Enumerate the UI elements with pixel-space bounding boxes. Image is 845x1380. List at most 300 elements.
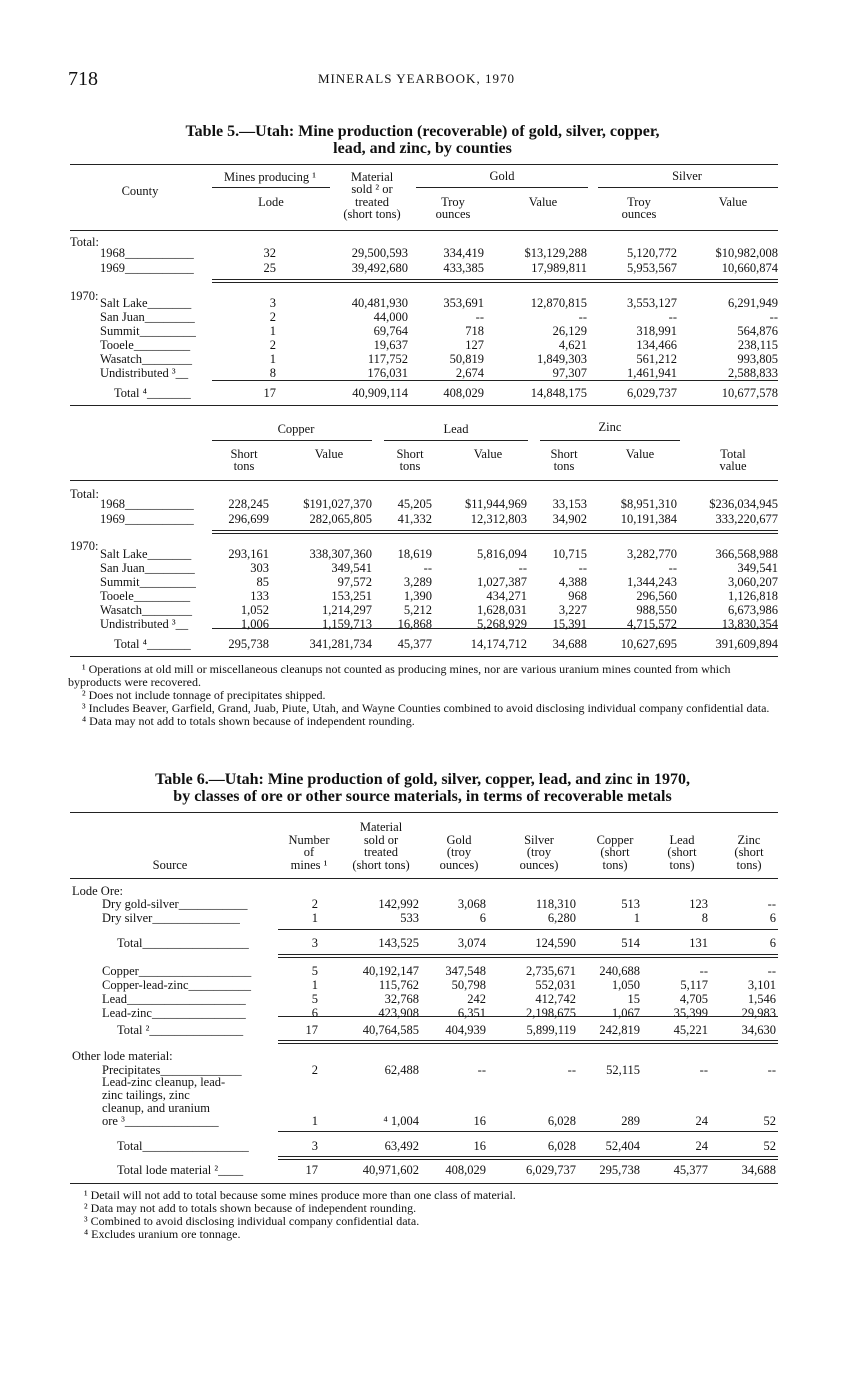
- table-cell: 3,553,127: [627, 296, 677, 310]
- table-cell: 334,419: [443, 246, 484, 260]
- row-label: 1968___________: [100, 497, 194, 511]
- table-cell: 50,798: [451, 978, 486, 992]
- table-cell: 34,902: [552, 512, 587, 526]
- table-cell: 3: [311, 1139, 318, 1153]
- table-cell: 4,705: [679, 992, 708, 1006]
- table-cell: 1,126,818: [728, 589, 778, 603]
- page-number: 718: [68, 68, 98, 90]
- header-copper-value: Value: [314, 447, 344, 461]
- table-cell: 2: [269, 338, 276, 352]
- header-silver-3: ounces): [519, 858, 559, 872]
- table-cell: 513: [621, 897, 640, 911]
- table-cell: --: [767, 964, 776, 978]
- table-cell: 3,068: [457, 897, 486, 911]
- row-label: Total ⁴_______: [114, 637, 191, 651]
- table-cell: 12,870,815: [530, 296, 587, 310]
- row-label: Total ⁴_______: [114, 386, 191, 400]
- table-cell: 993,805: [737, 352, 778, 366]
- table-cell: 6,029,737: [627, 386, 677, 400]
- table-cell: 514: [621, 936, 640, 950]
- table-cell: 349,541: [737, 561, 778, 575]
- header-county: County: [121, 184, 159, 198]
- group-other-lode-label: Other lode material:: [72, 1049, 173, 1063]
- header-lead-short-1: Short: [396, 447, 424, 461]
- table-cell: 15,391: [552, 617, 587, 631]
- table-cell: 52: [763, 1114, 776, 1128]
- table-cell: 1,050: [611, 978, 640, 992]
- table-cell: 238,115: [737, 338, 778, 352]
- rule: [70, 812, 778, 813]
- rule: [70, 1183, 778, 1184]
- table-cell: 2: [311, 897, 318, 911]
- rule: [212, 282, 778, 283]
- table-cell: 5,899,119: [526, 1023, 576, 1037]
- header-material-2: sold or: [363, 833, 399, 847]
- table-cell: 34,688: [741, 1163, 776, 1177]
- table-cell: 408,029: [445, 1163, 486, 1177]
- table-cell: 2: [269, 310, 276, 324]
- table-cell: 63,492: [384, 1139, 419, 1153]
- table-cell: 1: [311, 978, 318, 992]
- rule: [212, 279, 778, 280]
- table5-caption-line2: lead, and zinc, by counties: [333, 140, 512, 157]
- header-material-4: (short tons): [343, 207, 401, 221]
- table-cell: 6,351: [457, 1006, 486, 1020]
- rule: [212, 187, 330, 188]
- table-cell: 97,307: [552, 366, 587, 380]
- row-label: Dry gold-silver___________: [102, 897, 248, 911]
- header-copper: Copper: [277, 422, 315, 436]
- header-silver-2: (troy: [526, 845, 552, 859]
- table-cell: 143,525: [378, 936, 419, 950]
- header-zinc-short-2: tons: [553, 459, 575, 473]
- rule: [70, 164, 778, 165]
- row-label: Salt Lake_______: [100, 547, 192, 561]
- table-cell: 1,849,303: [537, 352, 587, 366]
- table-cell: 153,251: [331, 589, 372, 603]
- table-cell: 1,159,713: [322, 617, 372, 631]
- table-cell: 6,028: [547, 1139, 576, 1153]
- table-cell: 29,983: [741, 1006, 776, 1020]
- table-cell: 5,117: [680, 978, 708, 992]
- table-cell: 3: [269, 296, 276, 310]
- row-label: 1968___________: [100, 246, 194, 260]
- table-cell: 29,500,593: [351, 246, 408, 260]
- header-gold-troy-1: Troy: [441, 195, 465, 209]
- table-cell: 718: [465, 324, 484, 338]
- table-cell: 19,637: [373, 338, 408, 352]
- table-cell: 434,271: [486, 589, 527, 603]
- header-zinc-3: tons): [736, 858, 762, 872]
- table-cell: 52,404: [605, 1139, 640, 1153]
- rule: [212, 440, 372, 441]
- table-cell: 3,227: [558, 603, 587, 617]
- table6-caption: [0, 771, 845, 805]
- table-cell: 1: [311, 911, 318, 925]
- group-1970-label: 1970:: [70, 539, 99, 553]
- table-cell: 34,630: [741, 1023, 776, 1037]
- table-cell: 366,568,988: [715, 547, 778, 561]
- header-material-1: Material: [350, 170, 394, 184]
- table-cell: 1,628,031: [477, 603, 527, 617]
- table-cell: $8,951,310: [620, 497, 677, 511]
- row-label: San Juan________: [100, 561, 195, 575]
- table-cell: 13,830,354: [721, 617, 778, 631]
- rule: [416, 187, 588, 188]
- header-number-3: mines ¹: [290, 858, 328, 872]
- table-cell: 5,120,772: [627, 246, 677, 260]
- table-cell: 242,819: [599, 1023, 640, 1037]
- table-cell: 10,191,384: [620, 512, 677, 526]
- row-label: 1969___________: [100, 512, 194, 526]
- header-zinc: Zinc: [598, 420, 622, 434]
- table-cell: 10,660,874: [721, 261, 778, 275]
- table-cell: 34,688: [552, 637, 587, 651]
- rule: [70, 878, 778, 879]
- table-cell: 123: [689, 897, 708, 911]
- table-cell: 968: [568, 589, 587, 603]
- table-cell: 303: [250, 561, 269, 575]
- table5-footnote: ³ Includes Beaver, Garfield, Grand, Juab, Piute, Utah, and Wayne Counties combined to avoid disclosing individual company confidential data.: [82, 701, 770, 715]
- table-cell: 134,466: [636, 338, 677, 352]
- table-cell: 35,399: [673, 1006, 708, 1020]
- table-cell: 115,762: [378, 978, 419, 992]
- table-cell: 3,074: [457, 936, 486, 950]
- table-cell: 124,590: [535, 936, 576, 950]
- table-cell: 3,282,770: [627, 547, 677, 561]
- table-cell: 117,752: [367, 352, 408, 366]
- rule: [70, 480, 778, 481]
- table-cell: 347,548: [445, 964, 486, 978]
- table-cell: 5,212: [403, 603, 432, 617]
- table-cell: 97,572: [337, 575, 372, 589]
- header-gold-1: Gold: [446, 833, 472, 847]
- table-cell: --: [578, 561, 587, 575]
- table-cell: --: [518, 561, 527, 575]
- table-cell: 176,031: [367, 366, 408, 380]
- row-label: Salt Lake_______: [100, 296, 192, 310]
- table-cell: 17: [305, 1023, 318, 1037]
- table-cell: 26,129: [552, 324, 587, 338]
- table-cell: --: [477, 1063, 486, 1077]
- table-cell: 52: [763, 1139, 776, 1153]
- header-zinc-1: Zinc: [737, 833, 761, 847]
- row-label: Copper__________________: [102, 964, 252, 978]
- table-cell: 1,390: [403, 589, 432, 603]
- table5-footnote: ² Does not include tonnage of precipitates shipped.: [82, 688, 326, 702]
- group-total-label: Total:: [70, 235, 99, 249]
- table-cell: 295,738: [599, 1163, 640, 1177]
- table-cell: 423,908: [378, 1006, 419, 1020]
- table-cell: 52,115: [606, 1063, 640, 1077]
- table-cell: 353,691: [443, 296, 484, 310]
- header-silver: Silver: [672, 169, 702, 183]
- row-label: Precipitates_____________: [102, 1063, 242, 1077]
- table-cell: $191,027,370: [303, 497, 372, 511]
- row-label: Lead___________________: [102, 992, 246, 1006]
- table-cell: 2,674: [455, 366, 484, 380]
- table6-footnote: ¹ Detail will not add to total because some mines produce more than one class of material.: [84, 1188, 516, 1202]
- table-cell: 17: [263, 386, 276, 400]
- row-label: Undistributed ³__: [100, 366, 189, 380]
- header-silver-troy-1: Troy: [627, 195, 651, 209]
- table-cell: 50,819: [449, 352, 484, 366]
- table-cell: 3,289: [403, 575, 432, 589]
- header-lead-2: (short: [667, 845, 697, 859]
- table-cell: 988,550: [636, 603, 677, 617]
- table-cell: 40,481,930: [351, 296, 408, 310]
- table5-caption-line1: Table 5.—Utah: Mine production (recoverable) of gold, silver, copper,: [185, 123, 660, 140]
- header-lead: Lead: [443, 422, 469, 436]
- table-cell: 45,205: [397, 497, 432, 511]
- row-label: Total_________________: [117, 936, 249, 950]
- row-label: Dry silver______________: [102, 911, 240, 925]
- header-copper-1: Copper: [596, 833, 634, 847]
- header-number-2: of: [303, 845, 315, 859]
- rule: [384, 440, 528, 441]
- table-cell: 295,738: [228, 637, 269, 651]
- header-total-value-1: Total: [720, 447, 746, 461]
- table5-footnote: ⁴ Data may not add to totals shown because of independent rounding.: [82, 714, 415, 728]
- table-cell: 533: [400, 911, 419, 925]
- table-cell: 10,677,578: [721, 386, 778, 400]
- header-material-3: treated: [363, 845, 398, 859]
- table-cell: 45,221: [673, 1023, 708, 1037]
- table-cell: 40,909,114: [352, 386, 408, 400]
- rule: [278, 1131, 778, 1132]
- table-cell: 6: [769, 936, 776, 950]
- table-cell: ⁴ 1,004: [383, 1114, 419, 1128]
- rule: [278, 954, 778, 955]
- header-gold-3: ounces): [439, 858, 479, 872]
- table-cell: 32: [263, 246, 276, 260]
- rule: [212, 533, 778, 534]
- header-silver-1: Silver: [524, 833, 554, 847]
- lead-zinc-cleanup-line: cleanup, and uranium: [102, 1101, 210, 1115]
- table-cell: 2,588,833: [728, 366, 778, 380]
- table-cell: 349,541: [331, 561, 372, 575]
- table-cell: 296,699: [228, 512, 269, 526]
- table-cell: 318,991: [636, 324, 677, 338]
- header-lead-value: Value: [473, 447, 503, 461]
- table-cell: 1,546: [747, 992, 776, 1006]
- table-cell: 338,307,360: [309, 547, 372, 561]
- table-cell: --: [578, 310, 587, 324]
- running-head: MINERALS YEARBOOK, 1970: [318, 71, 515, 86]
- table-cell: 44,000: [373, 310, 408, 324]
- row-label: Summit_________: [100, 575, 196, 589]
- table-cell: 1: [311, 1114, 318, 1128]
- header-material-3: treated: [354, 195, 389, 209]
- table-cell: 15: [627, 992, 640, 1006]
- rule: [70, 405, 778, 406]
- table-cell: 8: [269, 366, 276, 380]
- rule: [278, 1040, 778, 1041]
- table-cell: 6,291,949: [728, 296, 778, 310]
- rule: [278, 1156, 778, 1157]
- header-gold-troy-2: ounces: [435, 207, 471, 221]
- row-label: Total lode material ²____: [117, 1163, 244, 1177]
- row-label: Summit_________: [100, 324, 196, 338]
- table-cell: 127: [465, 338, 484, 352]
- table-cell: 6,028: [547, 1114, 576, 1128]
- table-cell: $11,944,969: [464, 497, 527, 511]
- table-cell: 3,101: [747, 978, 776, 992]
- table-cell: 3,060,207: [728, 575, 778, 589]
- table-cell: 69,764: [373, 324, 408, 338]
- table-cell: 45,377: [397, 637, 432, 651]
- table6-footnote: ⁴ Excludes uranium ore tonnage.: [84, 1227, 241, 1241]
- table6-caption-line1: Table 6.—Utah: Mine production of gold, silver, copper, lead, and zinc in 1970,: [155, 771, 690, 788]
- table-cell: 3: [311, 936, 318, 950]
- header-copper-2: (short: [600, 845, 630, 859]
- rule: [540, 440, 680, 441]
- row-label: Wasatch________: [100, 603, 193, 617]
- table-cell: 404,939: [445, 1023, 486, 1037]
- rule: [278, 957, 778, 958]
- table-cell: 1,067: [611, 1006, 640, 1020]
- table-cell: 242: [467, 992, 486, 1006]
- table-cell: 1,052: [240, 603, 269, 617]
- table-cell: 564,876: [737, 324, 778, 338]
- table-cell: 1,461,941: [627, 366, 677, 380]
- table-cell: 14,848,175: [530, 386, 587, 400]
- table-cell: 341,281,734: [309, 637, 372, 651]
- table-cell: --: [423, 561, 432, 575]
- table-cell: 16: [473, 1114, 486, 1128]
- table-cell: 333,220,677: [715, 512, 778, 526]
- header-zinc-value: Value: [625, 447, 655, 461]
- row-label: Tooele_________: [100, 589, 191, 603]
- table-cell: 1,214,297: [322, 603, 372, 617]
- table-cell: 133: [250, 589, 269, 603]
- row-label: Undistributed ³__: [100, 617, 189, 631]
- table6-footnotes: [84, 1189, 784, 1241]
- table-cell: 85: [256, 575, 269, 589]
- table-cell: 16: [473, 1139, 486, 1153]
- table6-caption-line2: by classes of ore or other source materials, in terms of recoverable metals: [173, 788, 672, 805]
- header-material-4: (short tons): [352, 858, 410, 872]
- lead-zinc-cleanup-line: zinc tailings, zinc: [102, 1088, 190, 1102]
- header-copper-short-1: Short: [230, 447, 258, 461]
- header-zinc-2: (short: [734, 845, 764, 859]
- table-cell: 12,312,803: [470, 512, 527, 526]
- table-cell: 2,198,675: [526, 1006, 576, 1020]
- header-gold: Gold: [489, 169, 515, 183]
- row-label: Tooele_________: [100, 338, 191, 352]
- table-cell: --: [769, 310, 778, 324]
- rule: [278, 1043, 778, 1044]
- rule: [70, 656, 778, 657]
- header-copper-3: tons): [602, 858, 628, 872]
- row-label: Total_________________: [117, 1139, 249, 1153]
- table-cell: 552,031: [535, 978, 576, 992]
- row-label: Lead-zinc_______________: [102, 1006, 246, 1020]
- table-cell: 1,027,387: [477, 575, 527, 589]
- header-material-2: sold ² or: [351, 182, 393, 196]
- header-total-value-2: value: [719, 459, 747, 473]
- table-cell: 33,153: [552, 497, 587, 511]
- group-1970-label: 1970:: [70, 289, 99, 303]
- table6-footnote: ³ Combined to avoid disclosing individual company confidential data.: [84, 1214, 420, 1228]
- table-cell: 6,673,986: [728, 603, 778, 617]
- row-label: Copper-lead-zinc__________: [102, 978, 252, 992]
- table-cell: 289: [621, 1114, 640, 1128]
- table6-footnote: ² Data may not add to totals shown because of independent rounding.: [84, 1201, 417, 1215]
- header-zinc-short-1: Short: [550, 447, 578, 461]
- header-copper-short-2: tons: [233, 459, 255, 473]
- table-cell: 4,715,572: [627, 617, 677, 631]
- table-cell: 6,029,737: [526, 1163, 576, 1177]
- table-cell: 17,989,811: [531, 261, 587, 275]
- table-cell: 1,344,243: [627, 575, 677, 589]
- lead-zinc-cleanup-line: Lead-zinc cleanup, lead-: [102, 1075, 226, 1089]
- table-cell: 10,715: [552, 547, 587, 561]
- table-cell: 5,268,929: [477, 617, 527, 631]
- table5-footnotes: [68, 663, 780, 728]
- table-cell: 4,621: [558, 338, 587, 352]
- header-silver-value: Value: [718, 195, 748, 209]
- table5-caption: [0, 123, 845, 157]
- table-cell: 40,971,602: [362, 1163, 419, 1177]
- table-cell: 6: [479, 911, 486, 925]
- row-label: Total ²_______________: [117, 1023, 244, 1037]
- table-cell: 41,332: [397, 512, 432, 526]
- table-cell: 17: [305, 1163, 318, 1177]
- table-cell: 561,212: [636, 352, 677, 366]
- header-lead-3: tons): [669, 858, 695, 872]
- table5-footnote: ¹ Operations at old mill or miscellaneous cleanups not counted as producing mines, nor are various uranium mines counted from which byproducts were recovered.: [68, 662, 731, 689]
- table-cell: 1,006: [240, 617, 269, 631]
- table-cell: 142,992: [378, 897, 419, 911]
- table-cell: 6: [311, 1006, 318, 1020]
- header-material-1: Material: [359, 820, 403, 834]
- table-cell: 16,868: [397, 617, 432, 631]
- table-cell: $236,034,945: [709, 497, 778, 511]
- table-cell: --: [668, 561, 677, 575]
- table-cell: 24: [695, 1114, 708, 1128]
- table-cell: 2: [311, 1063, 318, 1077]
- table-cell: 6,280: [547, 911, 576, 925]
- table-cell: 32,768: [384, 992, 419, 1006]
- group-lode-ore-label: Lode Ore:: [72, 884, 124, 898]
- row-label: Wasatch________: [100, 352, 193, 366]
- table-cell: --: [699, 964, 708, 978]
- table-cell: --: [567, 1063, 576, 1077]
- header-lode: Lode: [258, 195, 284, 209]
- lead-zinc-cleanup-line: ore ³_______________: [102, 1114, 219, 1128]
- table-cell: 282,065,805: [309, 512, 372, 526]
- table-cell: 25: [263, 261, 276, 275]
- table-cell: 1: [269, 352, 276, 366]
- rule: [212, 530, 778, 531]
- table-cell: 6: [769, 911, 776, 925]
- header-mines-producing: Mines producing ¹: [224, 170, 316, 184]
- table-cell: 228,245: [228, 497, 269, 511]
- group-total-label: Total:: [70, 487, 99, 501]
- table-cell: 131: [689, 936, 708, 950]
- table-cell: 10,627,695: [620, 637, 677, 651]
- table-cell: 296,560: [636, 589, 677, 603]
- table-cell: 14,174,712: [470, 637, 527, 651]
- header-source: Source: [152, 858, 188, 872]
- table-cell: 391,609,894: [715, 637, 778, 651]
- rule: [278, 1159, 778, 1160]
- table-cell: 433,385: [443, 261, 484, 275]
- table-cell: 412,742: [535, 992, 576, 1006]
- table-cell: 240,688: [599, 964, 640, 978]
- rule: [278, 929, 778, 930]
